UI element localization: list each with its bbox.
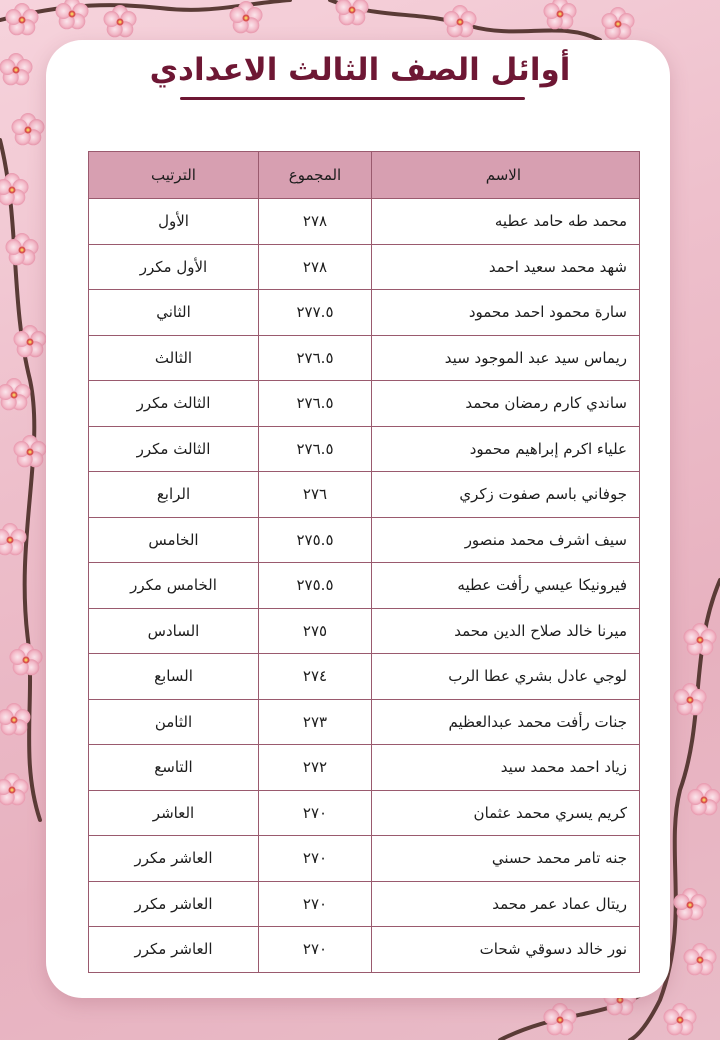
- table-row: [89, 426, 640, 472]
- table-row: [89, 927, 640, 973]
- student-name: زياد احمد محمد سيد: [372, 745, 640, 791]
- student-total: ٢٧٠: [259, 927, 372, 973]
- student-name: فيرونيكا عيسي رأفت عطيه: [372, 563, 640, 609]
- table-row: [89, 517, 640, 563]
- table-row: [89, 654, 640, 700]
- student-rank: الأول مكرر: [89, 244, 259, 290]
- student-name: جوفاني باسم صفوت زكري: [372, 472, 640, 518]
- page-title: أوائل الصف الثالث الاعدادي: [149, 52, 571, 88]
- student-name: كريم يسري محمد عثمان: [372, 790, 640, 836]
- table-row: [89, 335, 640, 381]
- student-rank: الثالث مكرر: [89, 381, 259, 427]
- student-rank: التاسع: [89, 745, 259, 791]
- student-name: ريتال عماد عمر محمد: [372, 881, 640, 927]
- student-rank: الثالث: [89, 335, 259, 381]
- student-total: ٢٧٠: [259, 836, 372, 882]
- table-row: [89, 381, 640, 427]
- student-total: ٢٧٦.٥: [259, 381, 372, 427]
- student-name: ريماس سيد عبد الموجود سيد: [372, 335, 640, 381]
- student-name: لوجي عادل بشري عطا الرب: [372, 654, 640, 700]
- student-name: نور خالد دسوقي شحات: [372, 927, 640, 973]
- table-row: [89, 244, 640, 290]
- header-name: الاسم: [372, 152, 640, 199]
- student-name: علياء اكرم إبراهيم محمود: [372, 426, 640, 472]
- student-total: ٢٧٧.٥: [259, 290, 372, 336]
- student-name: جنه تامر محمد حسني: [372, 836, 640, 882]
- student-name: جنات رأفت محمد عبدالعظيم: [372, 699, 640, 745]
- student-name: سارة محمود احمد محمود: [372, 290, 640, 336]
- student-rank: الخامس مكرر: [89, 563, 259, 609]
- student-rank: الثالث مكرر: [89, 426, 259, 472]
- student-total: ٢٧٣: [259, 699, 372, 745]
- header-total: المجموع: [259, 152, 372, 199]
- table-row: [89, 199, 640, 245]
- table-row: [89, 745, 640, 791]
- student-total: ٢٧٦: [259, 472, 372, 518]
- student-name: شهد محمد سعيد احمد: [372, 244, 640, 290]
- student-name: ساندي كارم رمضان محمد: [372, 381, 640, 427]
- student-rank: الخامس: [89, 517, 259, 563]
- student-rank: الثامن: [89, 699, 259, 745]
- table-header-row: [89, 152, 640, 199]
- student-total: ٢٧٨: [259, 244, 372, 290]
- student-rank: العاشر مكرر: [89, 836, 259, 882]
- student-rank: الثاني: [89, 290, 259, 336]
- student-total: ٢٧٥.٥: [259, 517, 372, 563]
- student-total: ٢٧٥: [259, 608, 372, 654]
- student-name: محمد طه حامد عطيه: [372, 199, 640, 245]
- student-total: ٢٧٨: [259, 199, 372, 245]
- table-row: [89, 790, 640, 836]
- title-underline: [180, 97, 525, 100]
- table-row: [89, 699, 640, 745]
- table-row: [89, 836, 640, 882]
- table-row: [89, 563, 640, 609]
- student-total: ٢٧٤: [259, 654, 372, 700]
- student-rank: الأول: [89, 199, 259, 245]
- header-rank: الترتيب: [89, 152, 259, 199]
- student-total: ٢٧٠: [259, 881, 372, 927]
- student-name: سيف اشرف محمد منصور: [372, 517, 640, 563]
- student-rank: السابع: [89, 654, 259, 700]
- table-row: [89, 290, 640, 336]
- student-total: ٢٧٦.٥: [259, 426, 372, 472]
- student-rank: العاشر مكرر: [89, 881, 259, 927]
- results-table: [88, 151, 640, 973]
- student-total: ٢٧٢: [259, 745, 372, 791]
- student-rank: العاشر: [89, 790, 259, 836]
- student-total: ٢٧٥.٥: [259, 563, 372, 609]
- student-rank: العاشر مكرر: [89, 927, 259, 973]
- student-rank: الرابع: [89, 472, 259, 518]
- table-row: [89, 472, 640, 518]
- student-total: ٢٧٦.٥: [259, 335, 372, 381]
- student-rank: السادس: [89, 608, 259, 654]
- table-row: [89, 881, 640, 927]
- student-total: ٢٧٠: [259, 790, 372, 836]
- table-row: [89, 608, 640, 654]
- student-name: ميرنا خالد صلاح الدين محمد: [372, 608, 640, 654]
